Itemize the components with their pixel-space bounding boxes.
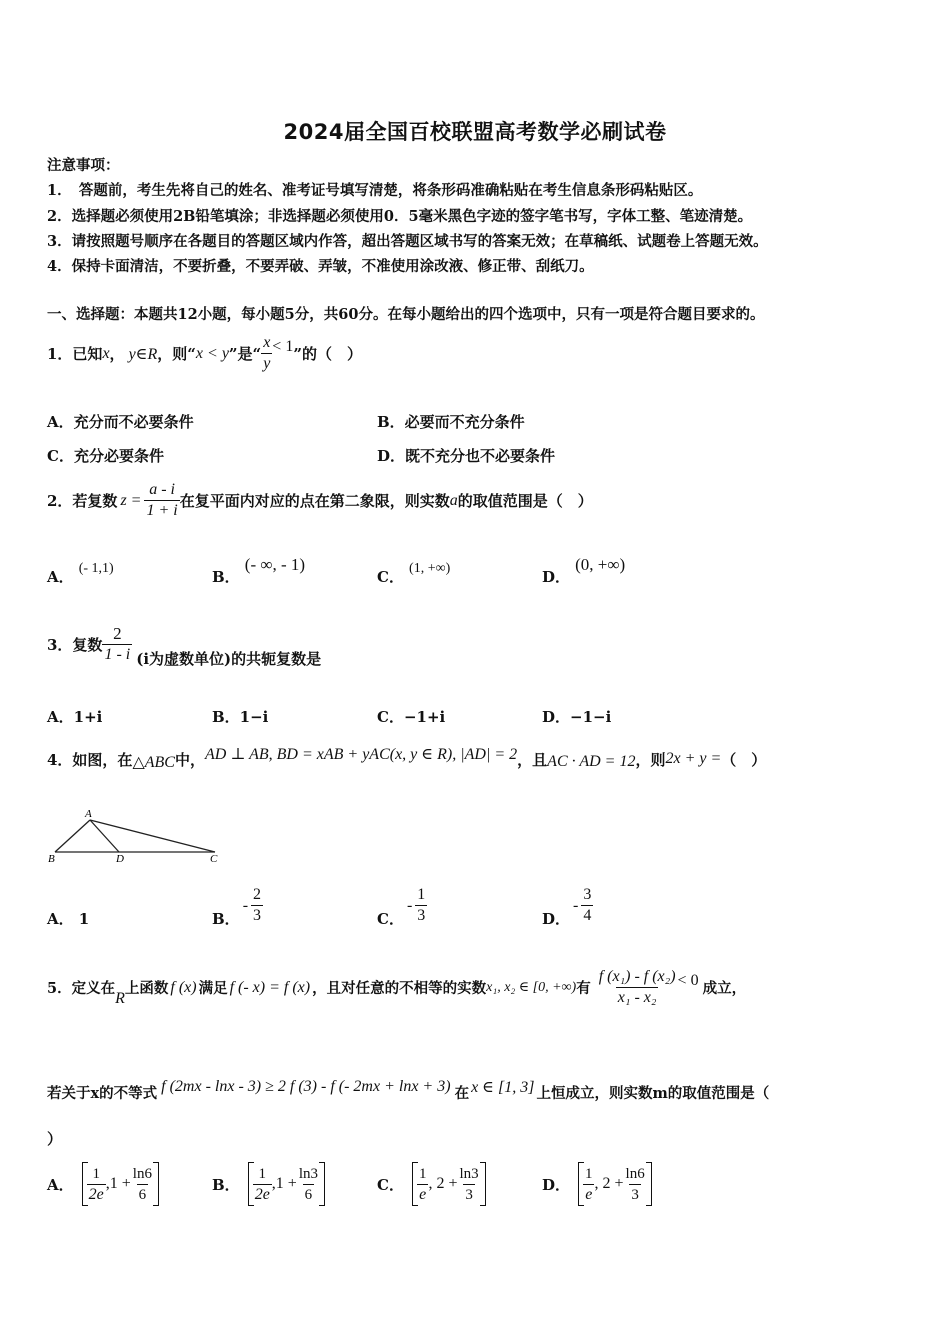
q5-a-den2: 6 (137, 1184, 149, 1205)
q5-c-den2: 3 (463, 1184, 475, 1205)
q5-option-c (377, 1162, 486, 1206)
q5-a-den1: 2e (88, 1185, 104, 1203)
q5-question-text: 上恒成立，则实数m的取值范围是（ (536, 1085, 770, 1102)
q2-fraction (144, 480, 179, 521)
q3-suffix: (i为虚数单位)的共轭复数是 (136, 650, 322, 668)
q2-d-value: (0, +∞) (575, 555, 626, 574)
vertex-d-label: D (116, 853, 124, 865)
q5-domain: x₁, x₂ ∈ [0, +∞) (486, 980, 577, 995)
segment-ad (90, 820, 119, 852)
q4-dot-product: AC · AD = 12 (547, 753, 636, 770)
question-4 (47, 746, 766, 772)
q4-d-sign: - (573, 896, 579, 914)
triangle-figure (45, 805, 235, 867)
q5-frac-den: x₁ - x₂ (617, 989, 657, 1006)
q5-text-4: 有 (576, 980, 591, 997)
q1-option-a: A．充分而不必要条件 (47, 413, 194, 431)
q1-option-b: B．必要而不充分条件 (377, 413, 525, 431)
q1-y-in-r: y∈R (128, 345, 158, 363)
q4-option-c (377, 882, 427, 929)
q5-b-den1: 2e (254, 1185, 270, 1203)
q5-c-label: C． (377, 1175, 404, 1194)
q4-option-b (212, 882, 263, 929)
q1-text-2: ”是“ (228, 345, 262, 363)
q5-inequality: f (2mx - lnx - 3) ≥ 2 f (3) - f (- 2mx + lnx + 3) (161, 1077, 451, 1095)
q2-suffix: 的取值范围是（ ） (457, 492, 593, 510)
q4-b-num: 2 (253, 886, 262, 903)
q3-prefix: 3．复数 (47, 636, 103, 654)
q5-c-num1: 1 (418, 1165, 427, 1182)
q4-d-label: D． (542, 910, 571, 928)
q3-frac-den: 1 - i (104, 646, 131, 663)
q5-fx: f (x) (170, 978, 197, 996)
q5-a-label: A． (47, 1175, 74, 1194)
question-5 (47, 967, 746, 1008)
q5-a-interval (82, 1162, 159, 1206)
q5-b-num2: ln3 (298, 1165, 318, 1182)
q1-suffix: ”的（ ） (293, 345, 362, 363)
q5-b-mid: ,1 + (271, 1175, 297, 1192)
q4-prefix: 4．如图，在 (47, 750, 133, 769)
q2-text: 在复平面内对应的点在第二象限，则实数 (179, 492, 450, 510)
q5-text-2: 满足 (198, 980, 228, 997)
q4-option-a (47, 908, 89, 929)
q5-range: x ∈ [1, 3] (471, 1078, 535, 1096)
q5-line-2 (47, 1070, 769, 1103)
notice-item-2: 2．选择题必须使用2B铅笔填涂；非选择题必须使用0．5毫米黑色字迹的签字笔书写，字体工整、笔迹清楚。 (47, 208, 753, 225)
vertex-c-label: C (210, 853, 218, 865)
q5-fraction (597, 967, 678, 1008)
q1-frac-den: y (263, 355, 271, 372)
q2-option-d (542, 555, 626, 587)
q1-frac-num: x (263, 334, 271, 351)
q5-r: R (115, 989, 125, 1007)
q2-frac-num: a - i (149, 481, 175, 498)
q4-b-den: 3 (253, 907, 262, 924)
q1-option-d: D．既不充分也不必要条件 (377, 447, 556, 465)
q5-c-interval (412, 1162, 486, 1206)
notice-heading: 注意事项： (47, 157, 120, 174)
q2-option-b (212, 555, 306, 587)
notice-item-4: 4．保持卡面清洁，不要折叠，不要弄破、弄皱，不准使用涂改液、修正带、刮纸刀。 (47, 258, 594, 275)
q2-z: z = (120, 491, 142, 509)
question-2 (47, 480, 593, 521)
q5-d-den1: e (585, 1185, 593, 1203)
q2-option-c (377, 561, 451, 587)
q5-d-den2: 3 (629, 1184, 641, 1205)
q5-frac-num: f (x₁) - f (x₂) (598, 968, 676, 985)
q2-b-value: (- ∞, - 1) (244, 555, 306, 574)
q5-even: f (- x) = f (x) (229, 978, 311, 996)
q2-c-value: (1, +∞) (409, 561, 451, 576)
q5-prefix: 5．定义在 (47, 980, 116, 997)
q5-option-b (212, 1162, 325, 1206)
q3-option-d: D．−1−i (542, 708, 612, 726)
q2-option-a (47, 561, 114, 587)
q2-c-label: C． (377, 568, 404, 586)
q5-c-mid: , 2 + (428, 1175, 458, 1192)
q5-a-mid: ,1 + (105, 1175, 131, 1192)
q4-c-num: 1 (417, 886, 426, 903)
q5-text-3: ，且对任意的不相等的实数 (312, 980, 487, 997)
q3-fraction (102, 624, 132, 665)
q5-line-3: ） (47, 1130, 63, 1148)
q4-option-d (542, 882, 593, 929)
section-heading: 一、选择题：本题共12小题，每小题5分，共60分。在每小题给出的四个选项中，只有一项是符合题目要求的。 (47, 306, 765, 323)
q4-a-value: 1 (78, 910, 90, 928)
q2-frac-den: 1 + i (146, 502, 178, 519)
q4-c-fraction (415, 885, 427, 926)
q4-b-fraction (251, 885, 263, 926)
q4-c-den: 3 (417, 907, 426, 924)
q3-option-b: B．1−i (212, 708, 269, 726)
q2-b-label: B． (212, 568, 240, 586)
q4-expression: 2x + y = (665, 750, 722, 767)
q2-d-label: D． (542, 568, 571, 586)
q5-d-label: D． (542, 1175, 571, 1194)
q1-prefix: 1．已知 (47, 345, 103, 363)
q1-text-1: ，则“ (157, 345, 196, 363)
vertex-a-label: A (85, 808, 92, 820)
q5-text-1: 上函数 (124, 980, 169, 997)
q5-zai: 在 (454, 1085, 470, 1102)
q4-ze: ，则 (635, 750, 666, 769)
notice-item-1: 1． 答题前，考生先将自己的姓名、准考证号填写清楚，将条形码准确粘贴在考生信息条形码粘贴区。 (47, 182, 703, 199)
vertex-b-label: B (48, 853, 55, 865)
q4-triangle: △ABC (132, 754, 175, 771)
q5-c-num2: ln3 (459, 1165, 479, 1182)
q5-d-num1: 1 (585, 1165, 593, 1182)
q1-lt-1: < 1 (272, 337, 294, 355)
q5-option-a (47, 1162, 159, 1206)
q5-lt-0: < 0 (677, 971, 699, 989)
question-1 (47, 333, 362, 374)
q4-qie: ，且 (517, 750, 548, 769)
q4-c-sign: - (406, 896, 413, 914)
q4-condition: AD ⊥ AB, BD = xAB + yAC(x, y ∈ R), |AD| = 2 (205, 746, 518, 763)
q2-a: a (449, 491, 458, 509)
q1-comma: ， (109, 345, 125, 363)
q5-d-mid: , 2 + (594, 1175, 624, 1192)
segment-ac (90, 820, 215, 852)
q5-b-label: B． (212, 1175, 240, 1194)
q5-text-5: 成立， (702, 980, 747, 997)
q4-zhong: 中， (174, 750, 205, 769)
q4-b-sign: - (242, 896, 249, 914)
q4-a-label: A． (47, 910, 74, 928)
q5-b-num1: 1 (258, 1165, 266, 1182)
q5-option-d (542, 1162, 652, 1206)
q4-d-num: 3 (583, 886, 592, 903)
page-title: 2024届全国百校联盟高考数学必刷试卷 (283, 120, 667, 144)
q4-d-fraction (581, 885, 593, 926)
q3-option-a: A．1+i (47, 708, 103, 726)
q1-x: x (102, 344, 110, 362)
q5-b-den2: 6 (303, 1184, 315, 1205)
q4-c-label: C． (377, 910, 404, 928)
q5-c-den1: e (419, 1185, 427, 1203)
q4-suffix: （ ） (721, 750, 767, 769)
q1-option-c: C．充分必要条件 (47, 447, 164, 465)
q5-d-interval (578, 1162, 652, 1206)
q3-frac-num: 2 (113, 624, 122, 643)
q4-b-label: B． (212, 910, 240, 928)
q1-x-lt-y: x < y (195, 344, 229, 362)
q5-inequality-label: 若关于x的不等式 (47, 1085, 158, 1102)
q4-d-den: 4 (583, 907, 592, 924)
q1-fraction (261, 333, 272, 374)
q5-a-num2: ln6 (132, 1165, 152, 1182)
question-3 (47, 620, 321, 669)
q5-d-num2: ln6 (625, 1165, 645, 1182)
q2-a-label: A． (47, 568, 74, 586)
q5-a-num1: 1 (92, 1165, 100, 1182)
q2-a-value: (- 1,1) (78, 561, 114, 576)
q5-b-interval (248, 1162, 325, 1206)
segment-ab (55, 820, 90, 852)
q2-prefix: 2．若复数 (47, 492, 118, 510)
notice-item-3: 3．请按照题号顺序在各题目的答题区域内作答，超出答题区域书写的答案无效；在草稿纸、试题卷上答题无效。 (47, 233, 768, 250)
q3-option-c: C．−1+i (377, 708, 446, 726)
